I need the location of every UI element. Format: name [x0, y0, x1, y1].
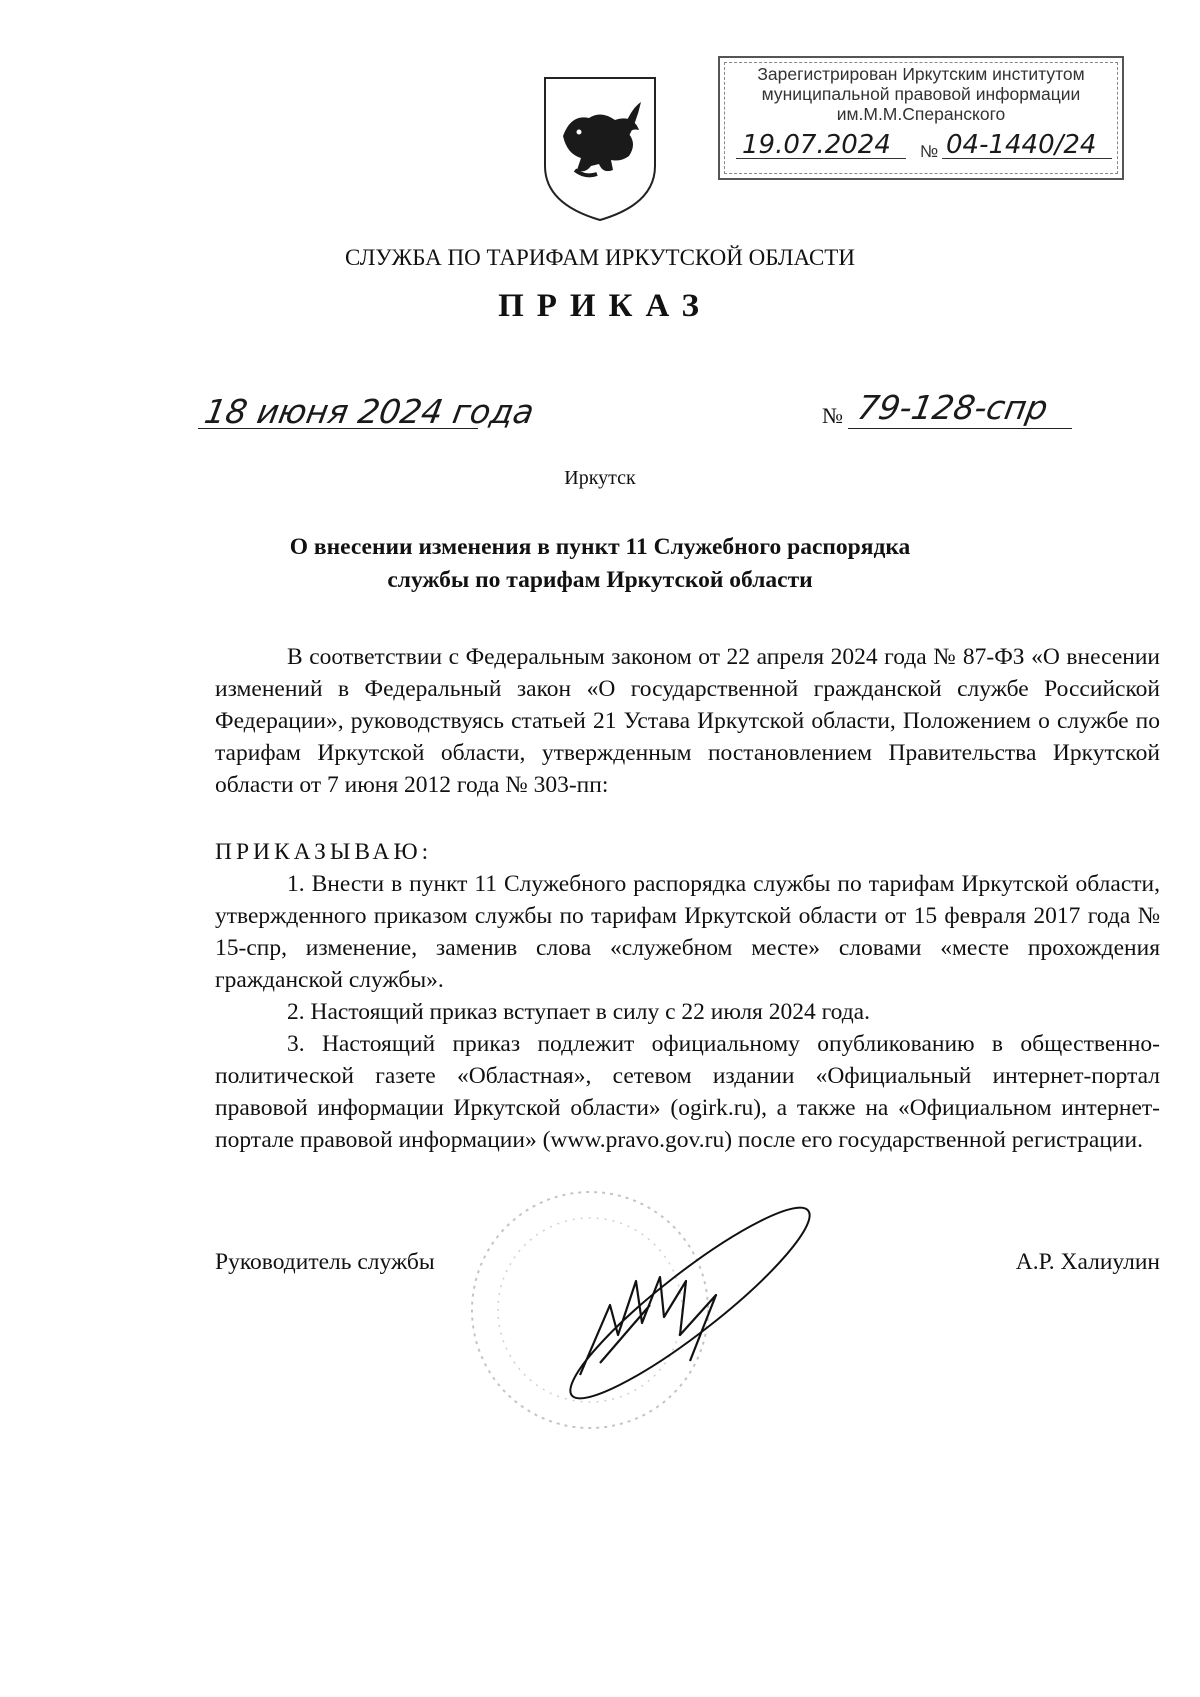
stamp-number-label: № [920, 142, 939, 161]
stamp-line-3: им.М.М.Сперанского [836, 104, 1006, 124]
item-3: 3. Настоящий приказ подлежит официальному опубликованию в общественно-политической газете «Областная», сетевом издании «Официальный интернет-портал правовой информации Иркутской области» (ogirk.ru), а также на «Официальном интернет-портале правовой информации» (www.pravo.gov.ru) после его государственной регистрации. [215, 1031, 1160, 1153]
signer-name: А.Р. Халиулин [1015, 1249, 1160, 1275]
agency-name: СЛУЖБА ПО ТАРИФАМ ИРКУТСКОЙ ОБЛАСТИ [345, 245, 855, 270]
item-1: 1. Внести в пункт 11 Служебного распорядка службы по тарифам Иркутской области, утвержденного приказом службы по тарифам Иркутской области от 15 февраля 2017 года № 15-спр, изменение, заменив слова «служебном месте» словами «месте прохождения гражданской службы». [215, 871, 1160, 993]
preamble-paragraph: В соответствии с Федеральным законом от 22 апреля 2024 года № 87-ФЗ «О внесении изменений в Федеральный закон «О государственной гражданской службе Российской Федерации», руководствуясь статьей 21 Устава Иркутской области, Положением о службе по тарифам Иркутской области, утвержденным постановлением Правительства Иркутской области от 7 июня 2012 года № 303-пп: [215, 644, 1160, 798]
number-underline [848, 428, 1072, 429]
item-2: 2. Настоящий приказ вступает в силу с 22 июля 2024 года. [287, 999, 870, 1025]
decree-heading: ПРИКАЗЫВАЮ: [215, 839, 433, 865]
order-number-label: № [822, 403, 843, 428]
registration-stamp [718, 56, 1124, 180]
document-type: ПРИКАЗ [498, 288, 712, 324]
signer-position: Руководитель службы [215, 1249, 435, 1275]
title-line-2: службы по тарифам Иркутской области [387, 567, 813, 593]
order-date: 18 июня 2024 года [201, 392, 538, 431]
date-underline [198, 428, 478, 429]
stamp-line-1: Зарегистрирован Иркутским институтом [757, 64, 1085, 84]
city: Иркутск [564, 467, 636, 489]
signature-icon [540, 1185, 850, 1415]
stamp-line-2: муниципальной правовой информации [761, 84, 1081, 104]
stamp-number: 04-1440/24 [946, 130, 1097, 160]
document-title [0, 531, 1200, 597]
order-number: 79-128-спр [854, 388, 1051, 427]
title-line-1: О внесении изменения в пункт 11 Служебного распорядка [289, 534, 911, 560]
stamp-date: 19.07.2024 [742, 130, 891, 160]
coat-of-arms-icon [541, 74, 659, 224]
